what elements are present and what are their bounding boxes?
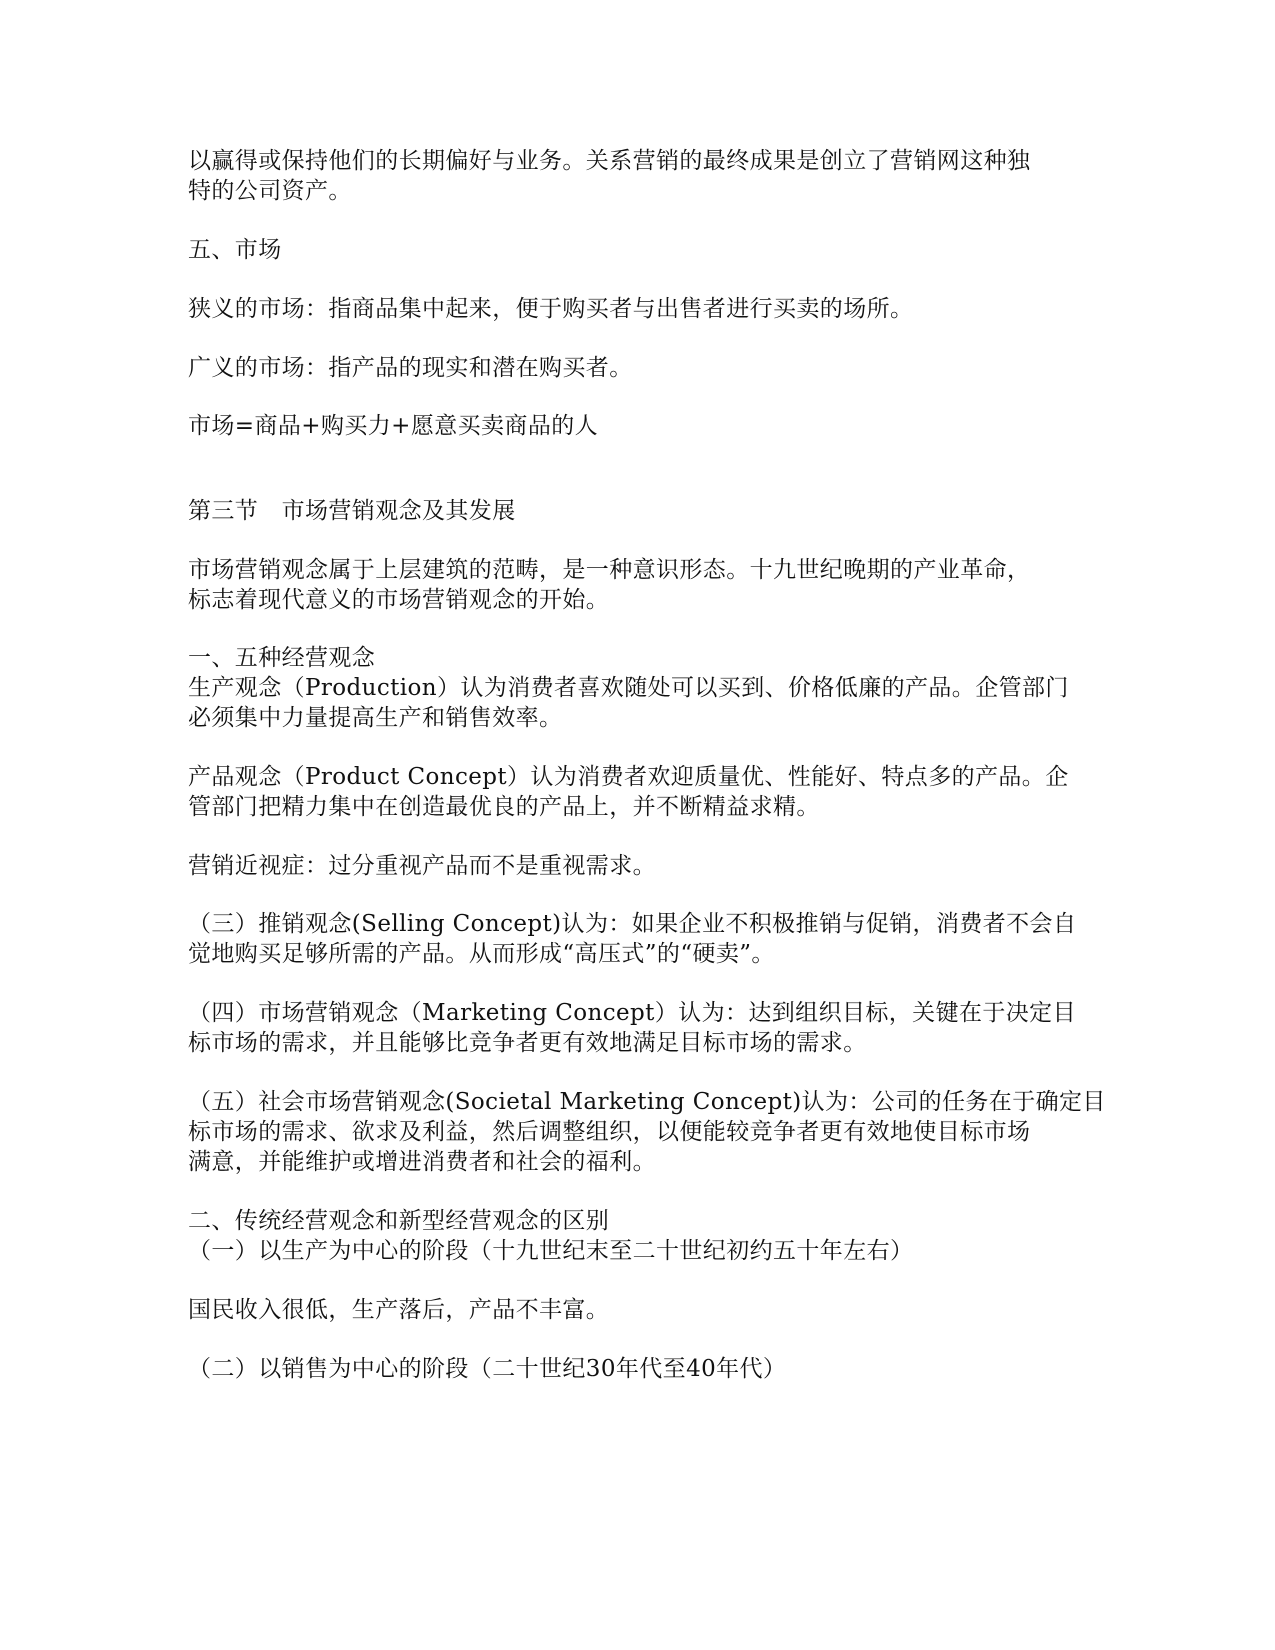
sales-centered-stage: （二）以销售为中心的阶段（二十世纪30年代至40年代） (188, 1356, 787, 1382)
production-stage-description: 国民收入很低，生产落后，产品不丰富。 (188, 1297, 610, 1323)
production-centered-stage: （一）以生产为中心的阶段（十九世纪末至二十世纪初约五十年左右） (188, 1238, 914, 1264)
market-formula: 市场=商品+购买力+愿意买卖商品的人 (188, 413, 599, 439)
paragraph-marketing-concept-line-2: 标志着现代意义的市场营销观念的开始。 (188, 587, 610, 613)
product-concept-line-2: 管部门把精力集中在创造最优良的产品上，并不断精益求精。 (188, 794, 820, 820)
societal-marketing-concept-line-1: （五）社会市场营销观念(Societal Marketing Concept)认为：公司的任务在于确定目 (188, 1089, 1106, 1115)
heading-five-concepts: 一、五种经营观念 (188, 645, 376, 671)
societal-marketing-concept-line-3: 满意，并能维护或增进消费者和社会的福利。 (188, 1149, 656, 1175)
paragraph-relationship-marketing-line-2: 特的公司资产。 (188, 178, 352, 204)
product-concept-line-1: 产品观念（Product Concept）认为消费者欢迎质量优、性能好、特点多的产品。企 (188, 764, 1069, 790)
selling-concept-line-2: 觉地购买足够所需的产品。从而形成“高压式”的“硬卖”。 (188, 941, 775, 967)
definition-broad-market: 广义的市场：指产品的现实和潜在购买者。 (188, 355, 633, 381)
marketing-concept-line-1: （四）市场营销观念（Marketing Concept）认为：达到组织目标，关键在于决定目 (188, 1000, 1076, 1026)
selling-concept-line-1: （三）推销观念(Selling Concept)认为：如果企业不积极推销与促销，消费者不会自 (188, 911, 1077, 937)
section-heading-market: 五、市场 (188, 237, 282, 263)
heading-concept-differences: 二、传统经营观念和新型经营观念的区别 (188, 1208, 610, 1234)
marketing-myopia: 营销近视症：过分重视产品而不是重视需求。 (188, 853, 656, 879)
definition-narrow-market: 狭义的市场：指商品集中起来，便于购买者与出售者进行买卖的场所。 (188, 296, 914, 322)
production-concept-line-1: 生产观念（Production）认为消费者喜欢随处可以买到、价格低廉的产品。企管部门 (188, 675, 1069, 701)
paragraph-marketing-concept-line-1: 市场营销观念属于上层建筑的范畴，是一种意识形态。十九世纪晚期的产业革命， (188, 557, 1031, 583)
paragraph-relationship-marketing-line-1: 以赢得或保持他们的长期偏好与业务。关系营销的最终成果是创立了营销网这种独 (188, 148, 1031, 174)
chapter-section-heading: 第三节 市场营销观念及其发展 (188, 498, 516, 524)
societal-marketing-concept-line-2: 标市场的需求、欲求及利益，然后调整组织，以便能较竞争者更有效地使目标市场 (188, 1119, 1031, 1145)
marketing-concept-line-2: 标市场的需求，并且能够比竞争者更有效地满足目标市场的需求。 (188, 1030, 867, 1056)
production-concept-line-2: 必须集中力量提高生产和销售效率。 (188, 705, 563, 731)
